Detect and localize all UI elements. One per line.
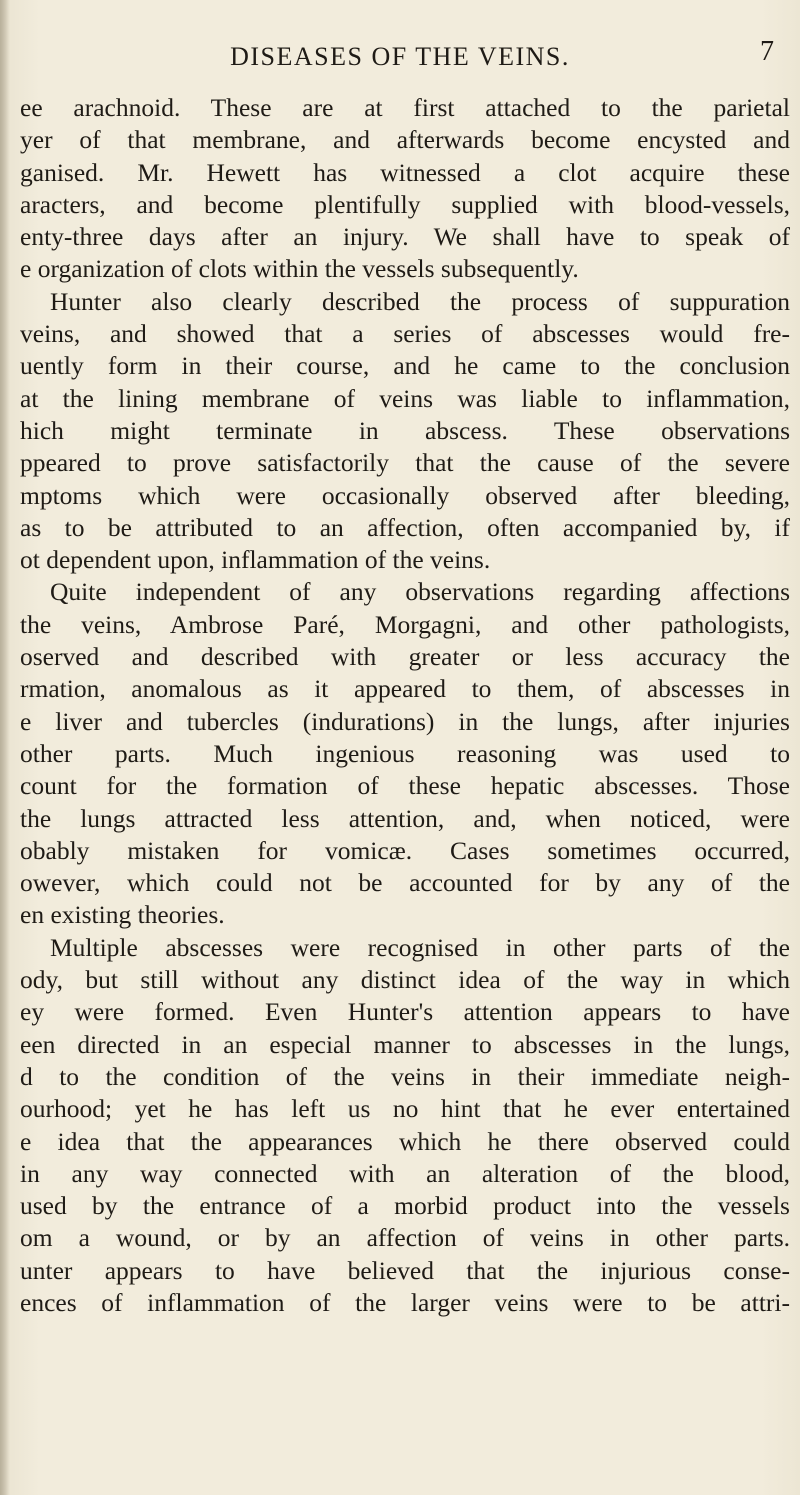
text-line: om a wound, or by an affection of veins in other parts. [20,1223,790,1253]
text-line: ey were formed. Even Hunter's attention appears to have [20,997,790,1027]
text-line: en existing theories. [20,900,225,930]
text-line: aracters, and become plentifully supplied with blood-vessels, [20,189,790,219]
text-line: hich might terminate in abscess. These observations [20,415,790,445]
page-number: 7 [760,36,774,67]
text-line: ganised. Mr. Hewett has witnessed a clot acquire these [20,157,790,187]
text-line: at the lining membrane of veins was liable to inflammation, [20,383,790,413]
text-line: the lungs attracted less attention, and, when noticed, were [20,803,790,833]
text-line: other parts. Much ingenious reasoning was used to [20,738,790,768]
text-line: owever, which could not be accounted for by any of the [20,868,790,898]
gutter-shadow [0,0,10,1495]
text-line: e idea that the appearances which he there observed could [20,1126,790,1156]
text-line: the veins, Ambrose Paré, Morgagni, and other pathologists, [20,609,790,639]
text-line: veins, and showed that a series of abscesses would fre- [20,319,790,349]
text-line: ody, but still without any distinct idea of the way in which [20,965,790,995]
text-line: oserved and described with greater or less accuracy the [20,642,790,672]
text-line: yer of that membrane, and afterwards become encysted and [20,125,790,155]
text-line: ppeared to prove satisfactorily that the cause of the severe [20,448,790,478]
text-line: in any way connected with an alteration of the blood, [20,1158,790,1188]
running-head-title: DISEASES OF THE VEINS. [230,42,570,71]
text-line: ences of inflammation of the larger veins were to be attri- [20,1287,790,1317]
text-line: d to the condition of the veins in their immediate neigh- [20,1061,790,1091]
text-line: used by the entrance of a morbid product into the vessels [20,1191,790,1221]
text-line: Hunter also clearly described the process of suppuration [50,286,790,316]
body-text [20,92,790,1319]
text-line: mptoms which were occasionally observed after bleeding, [20,480,790,510]
text-line: as to be attributed to an affection, often accompanied by, if [20,512,790,542]
text-line: count for the formation of these hepatic abscesses. Those [20,771,790,801]
text-line: Multiple abscesses were recognised in other parts of the [50,932,790,962]
text-line: ot dependent upon, inflammation of the veins. [20,545,491,575]
text-line: uently form in their course, and he came to the conclusion [20,351,790,381]
text-line: obably mistaken for vomicæ. Cases sometimes occurred, [20,835,790,865]
text-line: unter appears to have believed that the injurious conse- [20,1255,790,1285]
text-line: rmation, anomalous as it appeared to them, of abscesses in [20,674,790,704]
text-line: ee arachnoid. These are at first attached to the parietal [20,93,790,122]
text-line: enty-three days after an injury. We shall have to speak of [20,222,790,252]
running-head [0,36,800,82]
text-line: e organization of clots within the vessels subsequently. [20,254,579,284]
text-line: e liver and tubercles (indurations) in the lungs, after injuries [20,706,790,736]
text-line: ourhood; yet he has left us no hint that he ever entertained [20,1094,790,1124]
text-line: een directed in an especial manner to abscesses in the lungs, [20,1029,790,1059]
text-line: Quite independent of any observations regarding affections [50,577,790,607]
